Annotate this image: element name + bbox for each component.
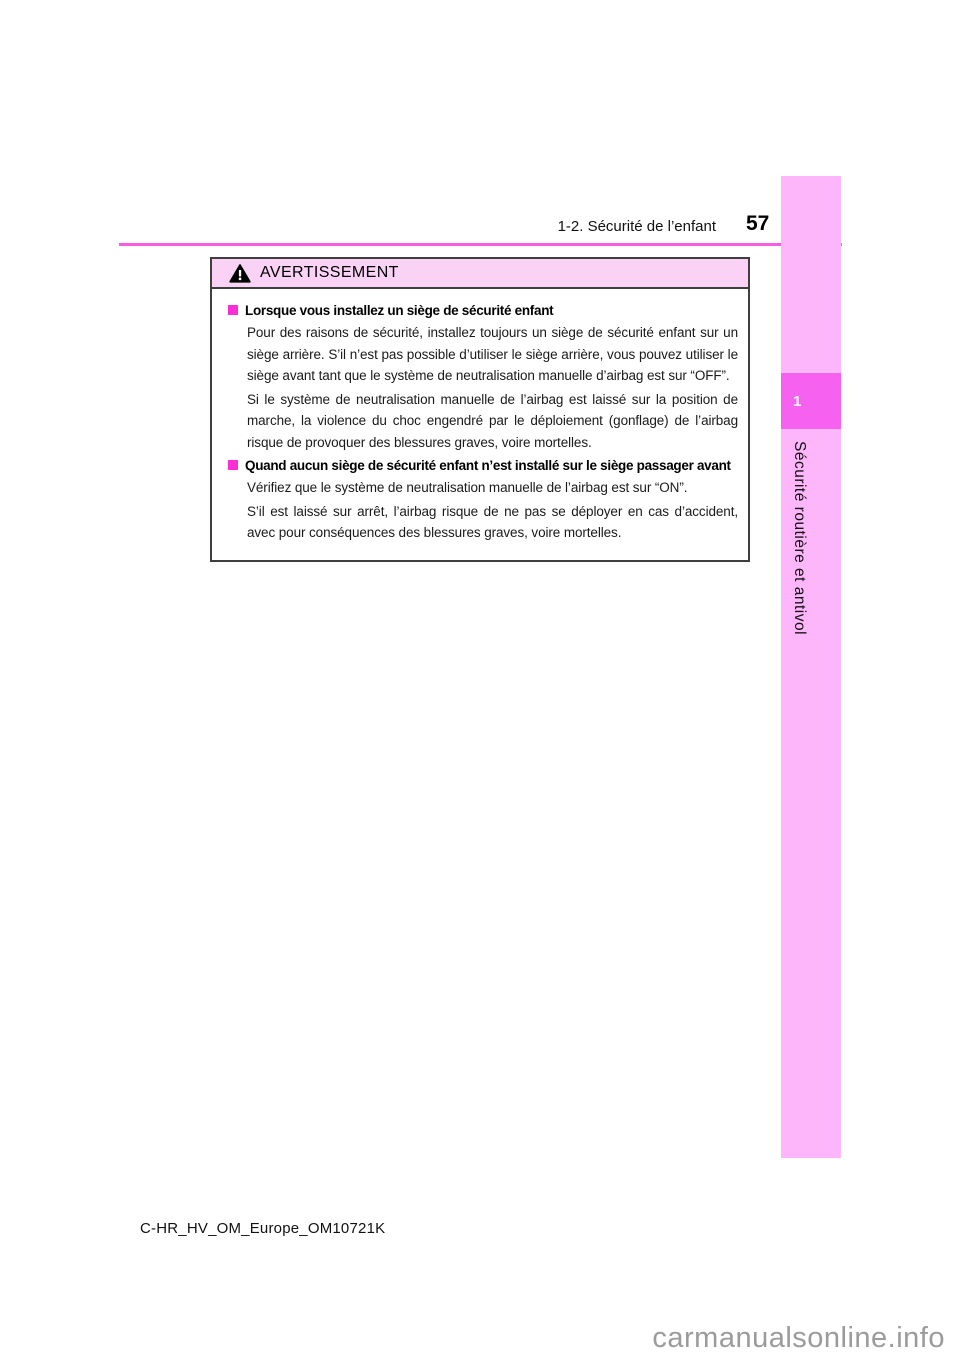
warning-paragraph: Vérifiez que le système de neutralisation manuelle de l’airbag est sur “ON”.: [247, 480, 688, 495]
warning-box-header: [212, 259, 748, 289]
warning-paragraph: Si le système de neutralisation manuelle de l’airbag est laissé sur la position de marche, la violence du choc engendré par le déploiement (gonflage) de l’airbag risque de provoquer des blessures graves, voire mortelles.: [247, 391, 738, 450]
watermark-text: carmanualsonline.info: [652, 1322, 945, 1354]
square-bullet-icon: [228, 305, 238, 315]
header-rule: [119, 243, 842, 246]
page-number: 57: [746, 212, 770, 235]
warning-title: AVERTISSEMENT: [260, 264, 399, 281]
warning-section-heading-text: Lorsque vous installez un siège de sécurité enfant: [245, 303, 554, 318]
warning-section-heading: [228, 458, 738, 473]
chapter-label-vertical: Sécurité routière et antivol: [791, 441, 808, 636]
chapter-number-tab: [781, 373, 841, 429]
warning-paragraph: S’il est laissé sur arrêt, l’airbag risque de ne pas se déployer en cas d’accident, avec pour conséquences des blessures graves, voire mortelles.: [247, 503, 738, 540]
warning-box: [210, 257, 750, 562]
square-bullet-icon: [228, 460, 238, 470]
warning-triangle-icon: [229, 264, 251, 283]
warning-paragraph: Pour des raisons de sécurité, installez toujours un siège de sécurité enfant sur un siège arrière. S’il n’est pas possible d’utiliser le siège arrière, vous pouvez utiliser le siège avant tant que le système de neutralisation manuelle d’airbag est sur “OFF”.: [247, 325, 738, 383]
running-header-title: 1-2. Sécurité de l’enfant: [557, 218, 716, 235]
warning-section: [228, 303, 738, 453]
warning-box-body: [212, 289, 748, 560]
chapter-number: 1: [793, 392, 802, 410]
warning-section-heading: [228, 303, 738, 318]
chapter-sidebar: [781, 176, 841, 1158]
warning-section: [228, 458, 738, 544]
warning-section-heading-text: Quand aucun siège de sécurité enfant n’est installé sur le siège passager avant: [245, 458, 731, 473]
document-code: C-HR_HV_OM_Europe_OM10721K: [140, 1220, 386, 1237]
